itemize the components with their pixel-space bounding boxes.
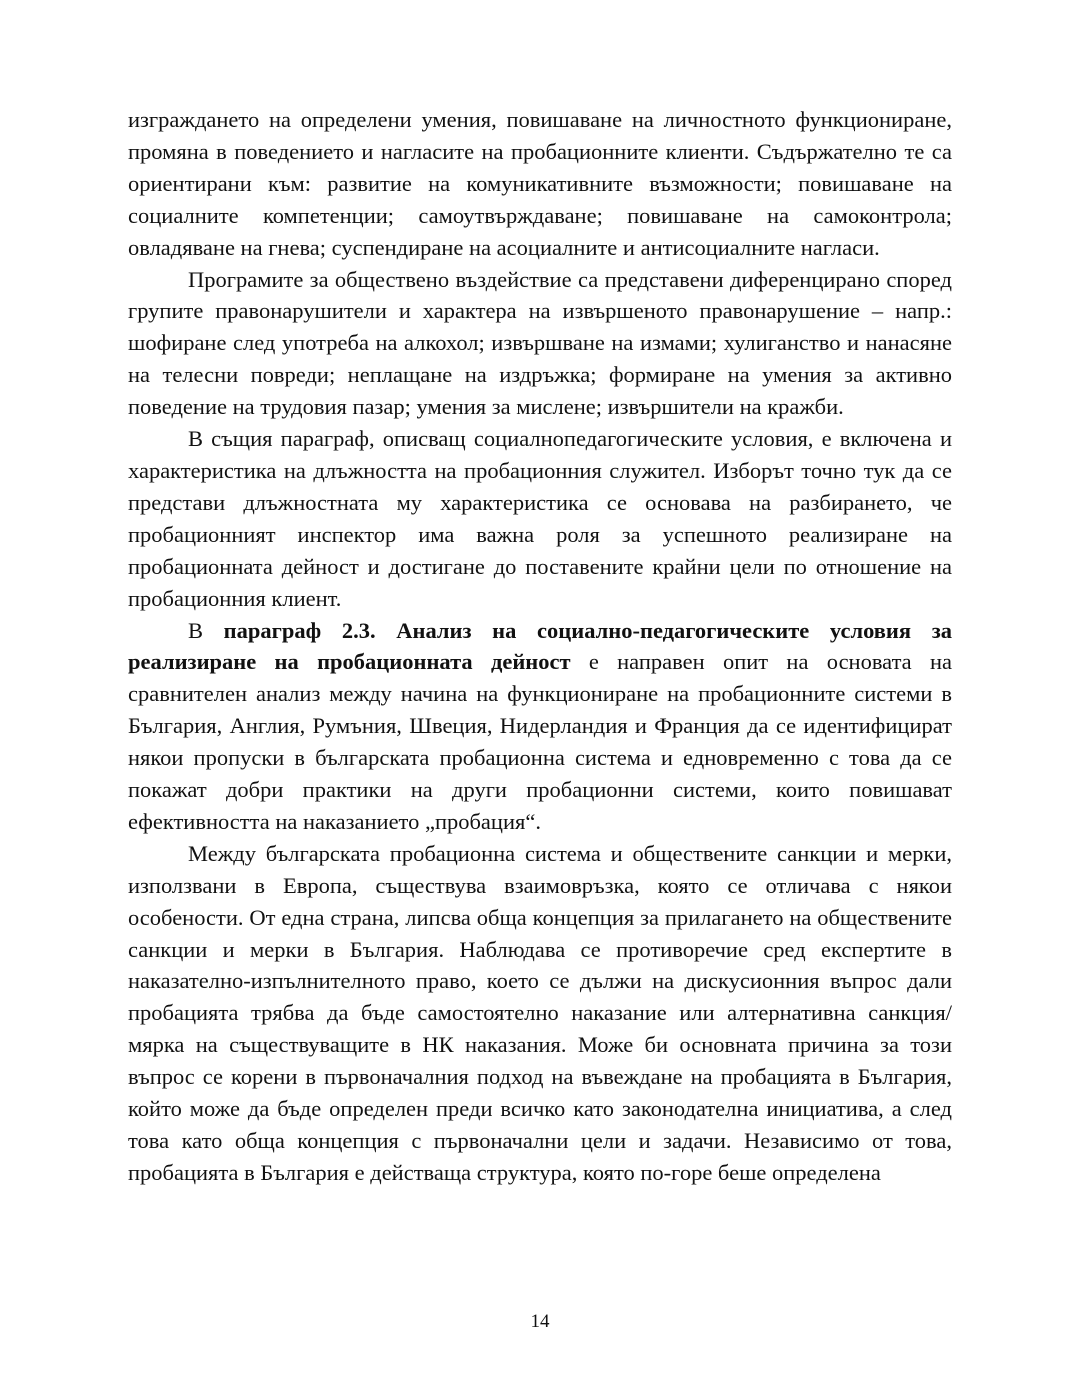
paragraph-4-prefix: В <box>188 617 224 643</box>
page-number: 14 <box>530 1311 550 1332</box>
paragraph-4-section-reference: параграф 2.3. Анализ на социално-педагогическите условия за реализиране на пробационната дейност <box>128 617 953 675</box>
paragraph-4-suffix: е направен опит на основата на сравнителен анализ между начина на функциониране на пробационните системи в България, Англия, Румъния, Швеция, Нидерландия и Франция да се идентифицират някои пропуски в българската пробационна система и едновременно с това да се покажат добри практики на други пробационни системи, които повишават ефективността на наказанието „пробация“. <box>128 649 952 834</box>
paragraph-5: Между българската пробационна система и обществените санкции и мерки, използвани в Европа, съществува взаимовръзка, която се отличава с някои особености. От една страна, липсва обща концепция за прилагането на обществените санкции и мерки в България. Наблюдава се противоречие сред експертите в наказателно-изпълнителното право, което се дължи на дискусионния въпрос дали пробацията трябва да бъде самостоятелно наказание или алтернативна санкция/мярка на съществуващите в НК наказания. Може би основната причина за този въпрос се корени в първоначалния подход на въвеждане на пробацията в България, който може да бъде определен преди всичко като законодателна инициатива, а след това като обща концепция с първоначални цели и задачи. Независимо от това, пробацията в България е действаща структура, която по-горе беше определена <box>128 840 952 1185</box>
paragraph-2: Програмите за обществено въздействие са представени диференцирано според групите правонарушители и характера на извършеното правонарушение – напр.: шофиране след употреба на алкохол; извършване на измами; хулиганство и нанасяне на телесни повреди; неплащане на издръжка; формиране на умения за активно поведение на трудовия пазар; умения за мислене; извършители на кражби. <box>128 266 952 420</box>
paragraph-4 <box>128 615 952 838</box>
paragraph-3: В същия параграф, описващ социалнопедагогическите условия, е включена и характеристика на длъжността на пробационния служител. Изборът точно тук да се представи длъжностната му характеристика се основава на разбирането, че пробационният инспектор има важна роля за успешното реализиране на пробационната дейност и достигане до поставените крайни цели по отношение на пробационния клиент. <box>128 426 952 611</box>
paragraph-1: изграждането на определени умения, повишаване на личностното функциониране, промяна в поведението и нагласите на пробационните клиенти. Съдържателно те са ориентирани към: развитие на комуникативните възможности; повишаване на социалните компетенции; самоутвърждаване; повишаване на самоконтрола; овладяване на гнева; суспендиране на асоциалните и антисоциалните нагласи. <box>128 107 952 260</box>
document-page <box>128 104 952 1189</box>
